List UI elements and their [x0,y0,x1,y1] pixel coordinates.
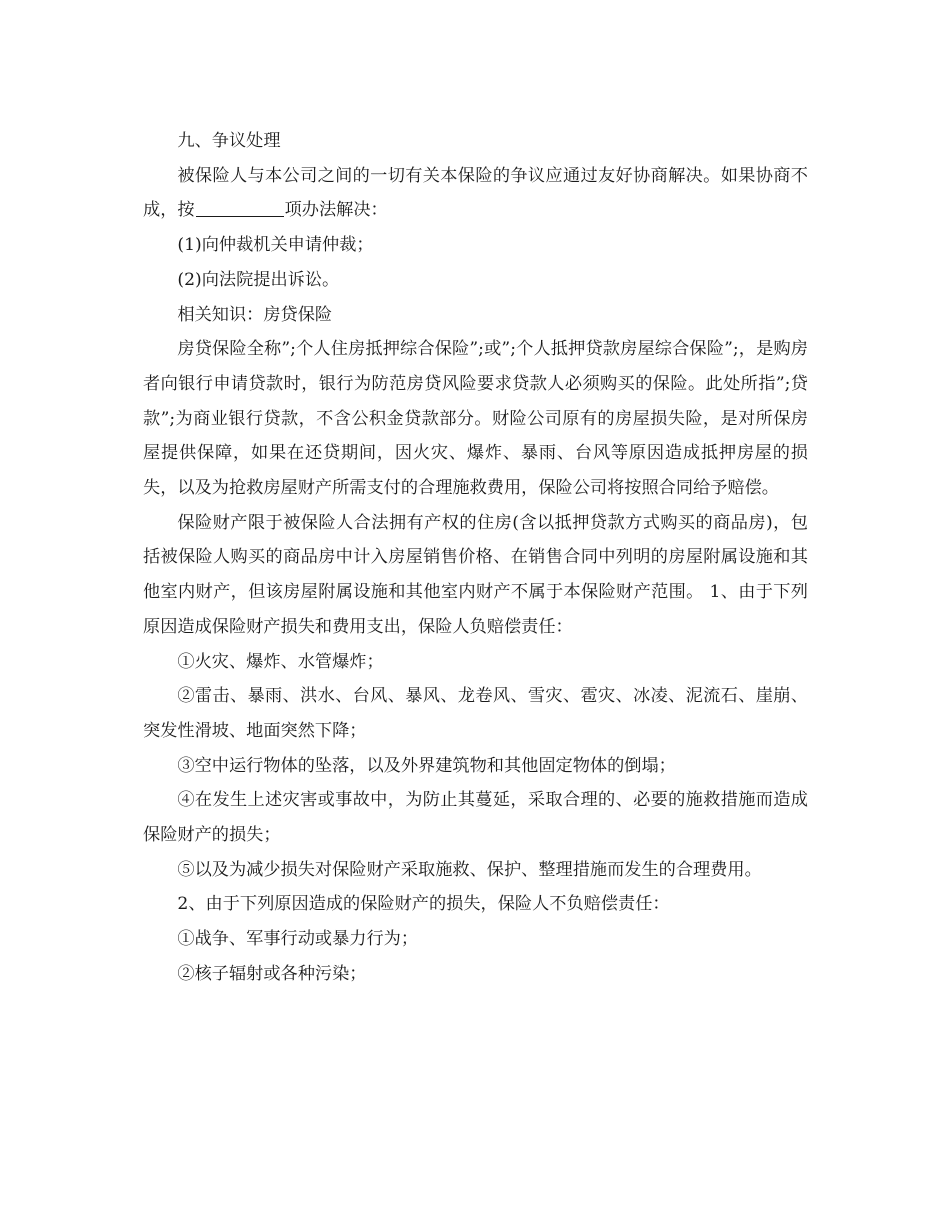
list-item-exclusion-1: ①战争、军事行动或暴力行为； [177,929,419,950]
list-item-cover-3: ③空中运行物体的坠落，以及外界建筑物和其他固定物体的倒塌； [177,755,676,776]
section-heading-related: 相关知识：房贷保险 [177,304,333,325]
dispute-body-text-after: 项办法解决： [284,200,388,221]
list-item-option-2: (2)向法院提出诉讼。 [177,269,340,290]
dispute-body-text: 被保险人与本公司之间的一切有关本保险的争议应通过友好协商解决。如果协商不成，按 [143,165,808,221]
list-item-cover-4: ④在发生上述灾害或事故中，为防止其蔓延，采取合理的、必要的施救措施而造成保险财产的损失； [143,790,808,846]
paragraph-dispute-body [143,159,808,228]
fill-in-blank [196,199,284,217]
list-item-cover-2: ②雷击、暴雨、洪水、台风、暴风、龙卷风、雪灾、雹灾、冰凌、泥流石、崖崩、突发性滑坡、地面突然下降； [143,686,808,741]
list-item-cover-1: ①火灾、爆炸、水管爆炸； [177,651,384,672]
document-body [143,124,808,992]
list-item-cover-5: ⑤以及为减少损失对保险财产采取施救、保护、整理措施而发生的合理费用。 [177,859,762,880]
section-heading-dispute: 九、争议处理 [177,131,281,151]
paragraph-property-scope: 保险财产限于被保险人合法拥有产权的住房(含以抵押贷款方式购买的商品房)，包括被保险人购买的商品房中计入房屋销售价格、在销售合同中列明的房屋附属设施和其他室内财产，但该房屋附属设施和其他室内财产不属于本保险财产范围。 1、由于下列原因造成保险财产损失和费用支出，保险人负赔偿责任： [143,512,808,637]
list-item-exclusion-2: ②核子辐射或各种污染； [177,963,367,984]
paragraph-loan-insurance-intro: 房贷保险全称”;个人住房抵押综合保险”;或”;个人抵押贷款房屋综合保险”;，是购房者向银行申请贷款时，银行为防范房贷风险要求贷款人必须购买的保险。此处所指”;贷款”;为商业银行贷款，不含公积金贷款部分。财险公司原有的房屋损失险，是对所保房屋提供保障，如果在还贷期间，因火灾、爆炸、暴雨、台风等原因造成抵押房屋的损失，以及为抢救房屋财产所需支付的合理施救费用，保险公司将按照合同给予赔偿。 [143,339,808,499]
section-heading-exclusions: 2、由于下列原因造成的保险财产的损失，保险人不负赔偿责任： [177,894,670,915]
list-item-option-1: (1)向仲裁机关申请仲裁； [177,235,374,256]
